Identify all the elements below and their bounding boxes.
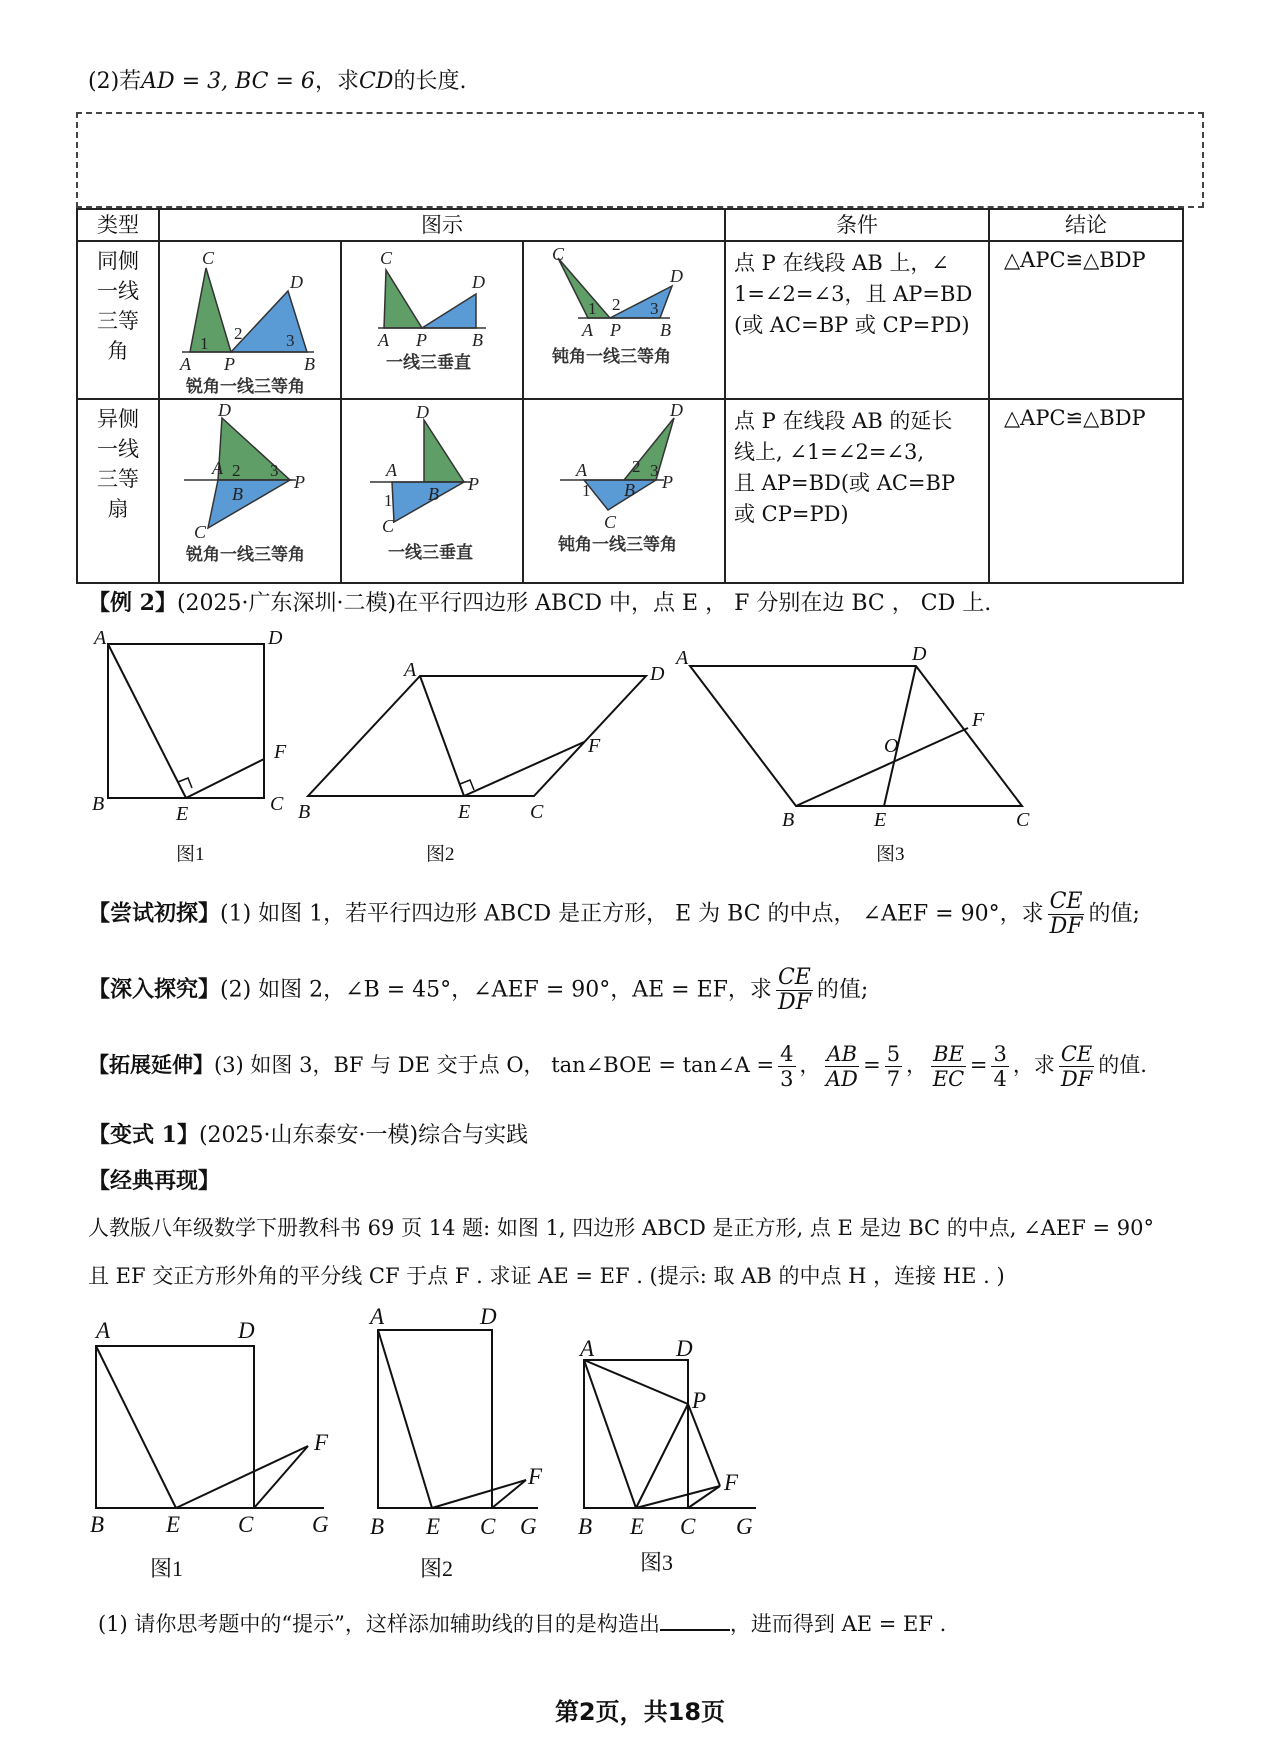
svg-text:E: E: [166, 1512, 181, 1537]
svg-text:B: B: [298, 801, 311, 823]
variant-figures: [80, 1300, 780, 1590]
svg-text:B: B: [782, 809, 795, 831]
svg-text:2: 2: [632, 457, 641, 476]
svg-text:A: A: [96, 1318, 111, 1343]
svg-text:B: B: [370, 1514, 385, 1539]
svg-text:2: 2: [612, 295, 621, 314]
header-type: 类型: [77, 209, 159, 241]
svg-text:A: A: [378, 330, 389, 350]
svg-text:P: P: [610, 320, 621, 340]
svg-text:C: C: [480, 1514, 496, 1539]
caption-row1-3: 钝角一线三等角: [552, 347, 671, 367]
fig-same-acute: [159, 241, 341, 399]
row1-conclusion: △APC≌△BDP: [989, 241, 1183, 399]
part-2-deep: 【深入探究】(2) 如图 2，∠B = 45°，∠AEF = 90°，AE = EF，求 $\frac{CE}{DF}$ 的值;: [88, 965, 869, 1015]
header-figure: 图示: [159, 209, 725, 241]
svg-text:B: B: [304, 354, 315, 374]
header-conclusion: 结论: [989, 209, 1183, 241]
svg-text:F: F: [588, 735, 601, 757]
svg-text:A: A: [370, 1304, 385, 1329]
svg-text:B: B: [578, 1514, 593, 1539]
svg-text:D: D: [238, 1318, 255, 1343]
row1-type: 同侧 一线 三等 角: [77, 241, 159, 399]
row2-type: 异侧 一线 三等 扇: [77, 399, 159, 583]
svg-text:A: A: [404, 659, 417, 681]
classic-heading: 【经典再现】: [88, 1168, 221, 1194]
svg-text:A: A: [576, 460, 587, 480]
svg-text:D: D: [472, 272, 485, 292]
svg-text:C: C: [552, 244, 565, 264]
svg-text:3: 3: [286, 331, 295, 350]
svg-text:A: A: [386, 460, 397, 480]
svg-text:B: B: [624, 480, 635, 500]
part-1-try: 【尝试初探】(1) 如图 1，若平行四边形 ABCD 是正方形， E 为 BC 的中点， ∠AEF = 90°，求 $\frac{CE}{DF}$ 的值;: [88, 889, 1140, 939]
ex2-fig2-caption: 图2: [426, 844, 455, 865]
svg-text:E: E: [630, 1514, 645, 1539]
page-footer: 第2页，共18页: [554, 1698, 726, 1726]
svg-text:B: B: [660, 320, 671, 340]
svg-text:C: C: [604, 512, 617, 532]
svg-text:F: F: [972, 709, 985, 731]
svg-text:P: P: [662, 472, 673, 492]
svg-text:O: O: [884, 735, 899, 757]
svg-text:C: C: [382, 516, 395, 536]
svg-text:1: 1: [384, 491, 393, 510]
svg-text:A: A: [212, 458, 223, 478]
ex2-fig1-caption: 图1: [176, 844, 205, 865]
svg-text:A: A: [582, 320, 593, 340]
svg-text:F: F: [528, 1464, 543, 1489]
var-fig3-caption: 图3: [640, 1550, 674, 1575]
svg-text:3: 3: [270, 461, 279, 480]
svg-text:2: 2: [234, 324, 243, 343]
svg-text:D: D: [268, 627, 283, 649]
svg-text:D: D: [650, 663, 665, 685]
svg-text:C: C: [530, 801, 544, 823]
svg-text:A: A: [180, 354, 191, 374]
textbook-paragraph-2: 且 EF 交正方形外角的平分线 CF 于点 F . 求证 AE = EF . (提示: 取 AB 的中点 H ，连接 HE . ): [88, 1264, 1005, 1288]
answer-blank[interactable]: [660, 1609, 730, 1631]
svg-text:C: C: [194, 522, 207, 542]
textbook-paragraph-1: 人教版八年级数学下册教科书 69 页 14 题: 如图 1, 四边形 ABCD 是正方形, 点 E 是边 BC 的中点, ∠AEF = 90°: [88, 1216, 1154, 1240]
fig-same-right: [341, 241, 523, 399]
svg-text:B: B: [92, 793, 105, 815]
var-fig1-caption: 图1: [150, 1556, 184, 1581]
svg-text:P: P: [294, 472, 305, 492]
svg-text:3: 3: [650, 299, 659, 318]
answer-area[interactable]: [76, 112, 1204, 208]
svg-text:C: C: [380, 248, 393, 268]
row2-conclusion: △APC≌△BDP: [989, 399, 1183, 583]
svg-text:P: P: [224, 354, 235, 374]
svg-text:G: G: [736, 1514, 753, 1539]
question-1-blank: (1) 请你思考题中的“提示”，这样添加辅助线的目的是构造出 ，进而得到 AE = EF .: [98, 1608, 946, 1638]
svg-text:E: E: [874, 809, 887, 831]
svg-text:D: D: [416, 402, 429, 422]
svg-text:F: F: [314, 1430, 329, 1455]
svg-text:E: E: [176, 803, 189, 825]
svg-text:G: G: [520, 1514, 537, 1539]
svg-text:B: B: [232, 484, 243, 504]
question-2: (2)若AD = 3, BC = 6，求CD的长度.: [88, 69, 467, 94]
var-fig2-caption: 图2: [420, 1556, 454, 1581]
svg-text:1: 1: [582, 481, 591, 500]
svg-text:D: D: [290, 272, 303, 292]
svg-text:C: C: [1016, 809, 1030, 831]
variant-1: 【变式 1】(2025·山东泰安·一模)综合与实践: [88, 1122, 529, 1148]
svg-text:2: 2: [232, 461, 241, 480]
fig-same-obtuse: [523, 241, 725, 399]
caption-row1-1: 锐角一线三等角: [186, 377, 305, 397]
svg-text:D: D: [670, 400, 683, 420]
classification-table: [76, 208, 1184, 584]
part-3-extend: 【拓展延伸】(3) 如图 3，BF 与 DE 交于点 O， tan∠BOE = tan∠A = $\frac{4}{3}$ ， $\frac{AB}{AD}$ = $\frac{5}{7}$ ， $\frac{BE}{EC}$ = $\frac{3}{4}$ ，求 $\frac{CE}{DF}$ 的值.: [88, 1042, 1147, 1091]
example-2-figures: [80, 620, 1060, 870]
svg-text:P: P: [468, 474, 479, 494]
svg-text:E: E: [426, 1514, 441, 1539]
caption-row2-1: 锐角一线三等角: [186, 545, 305, 565]
svg-text:B: B: [90, 1512, 105, 1537]
svg-text:B: B: [428, 484, 439, 504]
svg-text:1: 1: [200, 334, 209, 353]
svg-text:F: F: [724, 1470, 739, 1495]
svg-text:C: C: [680, 1514, 696, 1539]
caption-row2-3: 钝角一线三等角: [558, 535, 677, 555]
ex2-fig3-caption: 图3: [876, 844, 905, 865]
row1-condition: 点 P 在线段 AB 上，∠ 1=∠2=∠3，且 AP=BD (或 AC=BP 或 CP=PD): [725, 241, 989, 399]
svg-text:1: 1: [588, 299, 597, 318]
example-2: 【例 2】(2025·广东深圳·二模)在平行四边形 ABCD 中，点 E ， F 分别在边 BC ， CD 上.: [88, 590, 992, 616]
svg-text:P: P: [416, 330, 427, 350]
svg-text:A: A: [580, 1336, 595, 1361]
caption-row1-2: 一线三垂直: [386, 353, 471, 373]
svg-text:C: C: [270, 793, 284, 815]
svg-text:P: P: [692, 1388, 707, 1413]
fig-opp-right: [341, 399, 523, 583]
svg-text:A: A: [676, 647, 689, 669]
header-condition: 条件: [725, 209, 989, 241]
svg-text:3: 3: [650, 461, 659, 480]
svg-text:A: A: [94, 627, 107, 649]
svg-text:C: C: [238, 1512, 254, 1537]
row2-condition: 点 P 在线段 AB 的延长 线上, ∠1=∠2=∠3, 且 AP=BD(或 AC=BP 或 CP=PD): [725, 399, 989, 583]
svg-text:B: B: [472, 330, 483, 350]
svg-text:D: D: [670, 266, 683, 286]
svg-text:D: D: [676, 1336, 693, 1361]
fig-opp-obtuse: [523, 399, 725, 583]
fig-opp-acute: [159, 399, 341, 583]
svg-text:D: D: [218, 400, 231, 420]
svg-text:C: C: [202, 248, 215, 268]
svg-text:D: D: [480, 1304, 497, 1329]
caption-row2-2: 一线三垂直: [388, 543, 473, 563]
svg-text:E: E: [458, 801, 471, 823]
svg-text:D: D: [912, 643, 927, 665]
svg-text:F: F: [274, 741, 287, 763]
svg-text:G: G: [312, 1512, 329, 1537]
